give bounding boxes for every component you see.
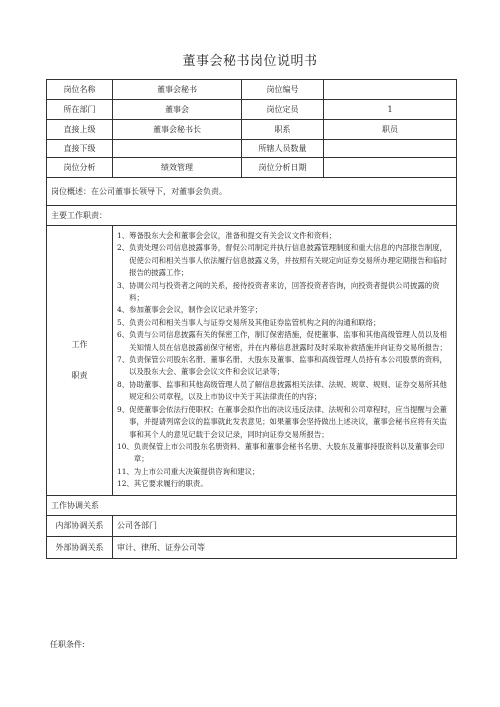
label-direct-subordinate: 直接下级 xyxy=(47,140,113,158)
label-job-family: 职系 xyxy=(242,120,324,140)
document-title: 董事会秘书岗位说明书 xyxy=(182,54,318,69)
duty-item: 3、 协调公司与投资者之间的关系，接待投资者来访，回答投资者咨询，向投资者提供公司披露的资料； xyxy=(117,280,440,303)
duty-item: 2、 负责处理公司信息披露事务，督促公司制定并执行信息披露管理制度和重大信息的内部报告制度，促使公司和相关当事人依法履行信息披露义务，并按照有关规定向证券交易所办理定期报告和临时报告的披露工作； xyxy=(117,243,447,278)
value-position-name: 董事会秘书 xyxy=(113,80,242,100)
label-position-code: 岗位编号 xyxy=(242,80,324,100)
external-coordination-row xyxy=(47,536,457,558)
duties-label-line1: 工作 xyxy=(71,339,88,349)
label-direct-superior: 直接上级 xyxy=(47,120,113,140)
value-department: 董事会 xyxy=(113,100,242,120)
value-job-analysis: 绩效管理 xyxy=(113,158,242,178)
info-row-analysis xyxy=(47,158,457,178)
coordination-heading: 工作协调关系 xyxy=(47,495,457,515)
label-department: 所在部门 xyxy=(47,100,113,120)
label-analysis-date: 岗位分析日期 xyxy=(242,158,324,178)
duty-item: 6、 负责与公司信息披露有关的保密工作，制订保密措施，促使董事、监事和其他高级管理人员以及相关知情人员在信息披露前保守秘密，并在内幕信息泄露时及时采取补救措施并向证券交易所报告； xyxy=(117,330,447,352)
internal-coordination-label: 内部协调关系 xyxy=(47,515,113,536)
main-duties-heading: 主要工作职责： xyxy=(47,206,457,226)
value-position-code xyxy=(324,80,457,100)
label-job-analysis: 岗位分析 xyxy=(47,158,113,178)
internal-coordination-value: 公司各部门 xyxy=(113,515,457,536)
value-headcount: 1 xyxy=(324,100,457,120)
job-overview: 岗位概述：在公司董事长领导下，对董事会负责。 xyxy=(47,178,457,206)
duties-list xyxy=(113,226,457,496)
info-row-subordinate xyxy=(47,140,457,158)
value-analysis-date xyxy=(324,158,457,178)
main-duties-heading-row xyxy=(47,206,457,226)
duty-item: 8、 协助董事、监事和其他高级管理人员了解信息披露相关法律、法规、规章、规则、证券交易所其他规定和公司章程，以及上市协议中关于其法律责任的内容； xyxy=(117,379,447,402)
duty-item: 4、 参加董事会会议，制作会议记录并签字； xyxy=(117,305,263,315)
duty-item: 7、 负责保管公司股东名册、董事名册、大股东及董事、监事和高级管理人员持有本公司股票的资料，以及股东大会、董事会会议文件和会议记录等； xyxy=(117,355,447,377)
value-direct-subordinate xyxy=(113,140,242,158)
info-row-department xyxy=(47,100,457,120)
label-headcount: 岗位定员 xyxy=(242,100,324,120)
label-staff-count: 所辖人员数量 xyxy=(242,140,324,158)
internal-coordination-row xyxy=(47,515,457,536)
info-row-superior xyxy=(47,120,457,140)
value-job-family: 职员 xyxy=(324,120,457,140)
requirements-heading: 任职条件: xyxy=(50,640,85,649)
duty-item: 9、 促使董事会依法行使职权；在董事会拟作出的决议违反法律、法规和公司章程时，应当提醒与会董事，并提请列席会议的监事就此发表意见；如果董事会坚持做出上述决议，董事会秘书应将有关监事和其个人的意见记载于会议记录，同时向证券交易所报告； xyxy=(117,404,447,439)
value-direct-superior: 董事会秘书长 xyxy=(113,120,242,140)
duties-label-line2: 职责 xyxy=(71,370,88,380)
job-description-table xyxy=(46,79,457,559)
duty-item: 1、 筹备股东大会和董事会会议，准备和提交有关会议文件和资料； xyxy=(117,231,337,240)
external-coordination-value: 审计、律所、证券公司等 xyxy=(113,536,457,558)
label-position-name: 岗位名称 xyxy=(47,80,113,100)
duty-item: 11、 为上市公司重大决策提供咨询和建议； xyxy=(117,466,260,476)
duty-item: 10、 负责保管上市公司股东名册资料、董事和董事会秘书名册、大股东及董事持股资料以及董事会印章； xyxy=(117,441,445,464)
value-staff-count xyxy=(324,140,457,158)
overview-row xyxy=(47,178,457,206)
duties-label xyxy=(47,226,113,496)
info-row-position xyxy=(47,80,457,100)
duty-item: 12、 其它要求履行的职责。 xyxy=(117,479,208,489)
duty-item: 5、 负责公司和相关当事人与证券交易所及其他证券监管机构之间的沟通和联络； xyxy=(117,317,381,327)
coordination-heading-row xyxy=(47,495,457,515)
duties-row xyxy=(47,226,457,496)
external-coordination-label: 外部协调关系 xyxy=(47,536,113,558)
